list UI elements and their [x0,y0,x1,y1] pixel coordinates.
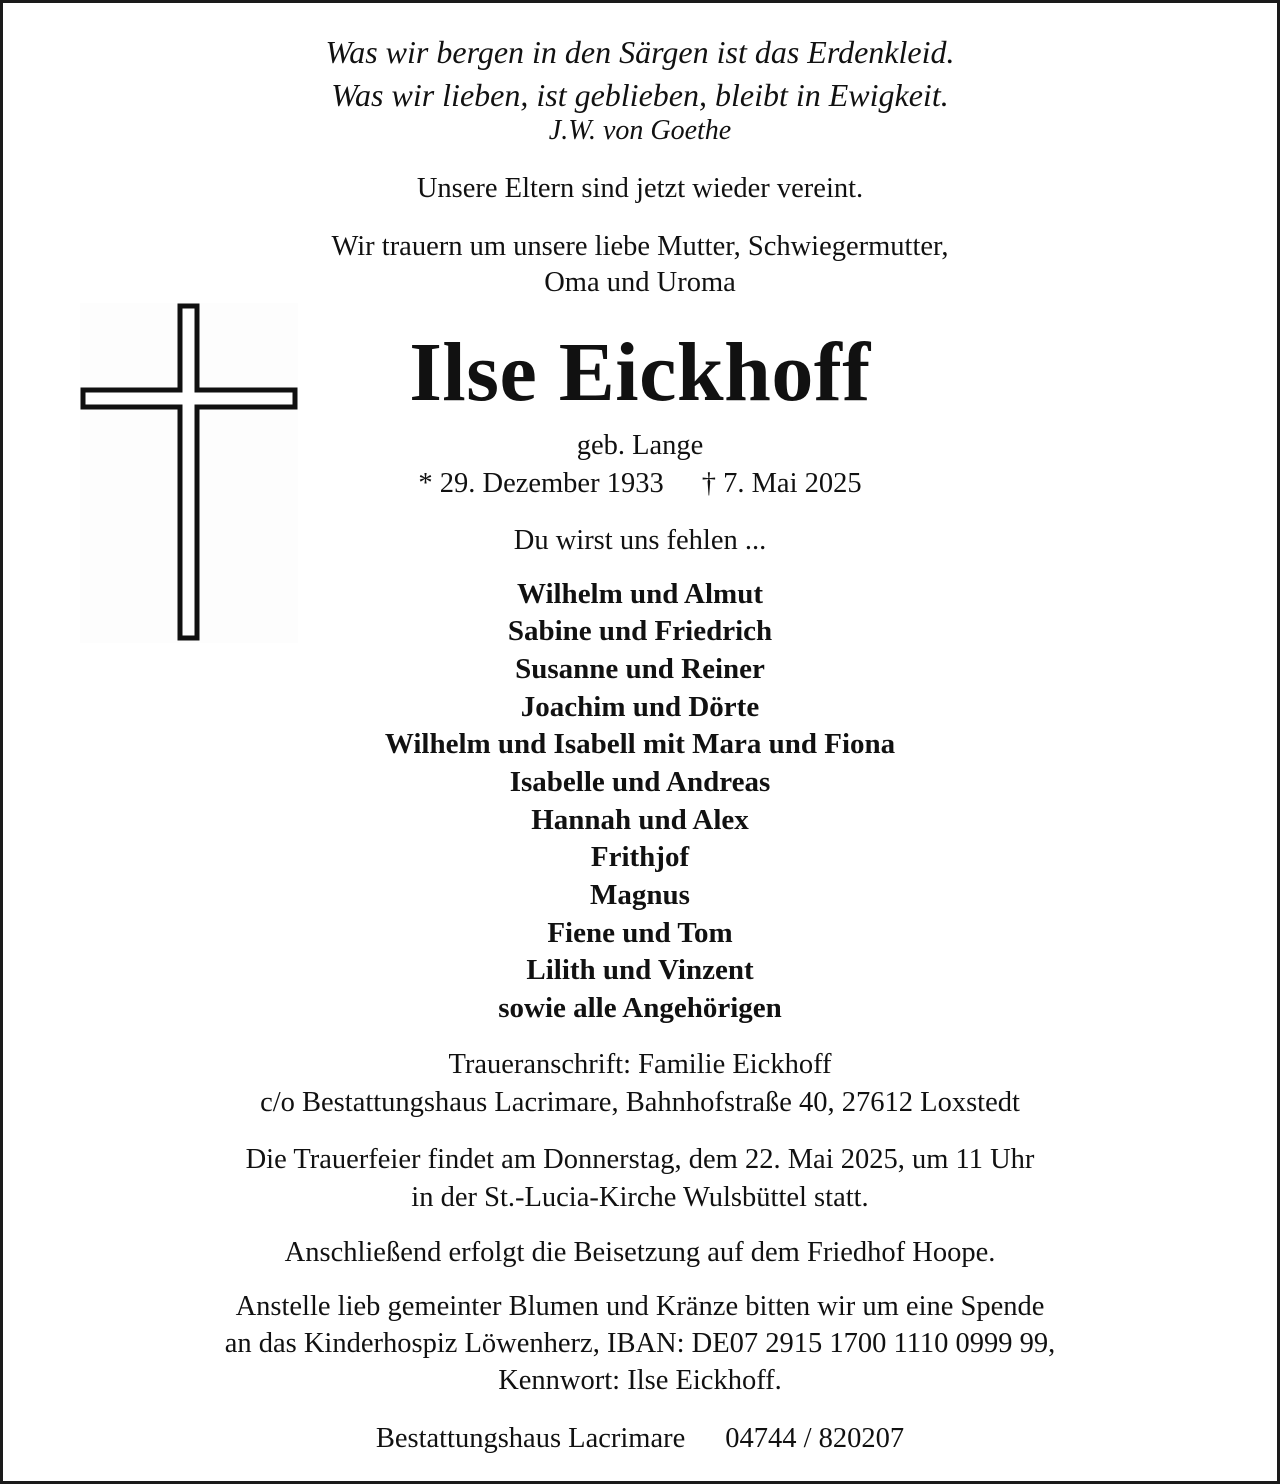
mourner-line: Magnus [590,879,690,911]
maiden-name: geb. Lange [576,430,704,461]
ceremony-line-2: in der St.-Lucia-Kirche Wulsbüttel statt. [411,1182,869,1213]
mourner-line: Frithjof [590,841,690,873]
mourn-intro-line-1: Wir trauern um unsere liebe Mutter, Schwiegermutter, [331,231,949,262]
burial-text: Anschließend erfolgt die Beisetzung auf dem Friedhof Hoope. [284,1237,996,1268]
funeral-home-name: Bestattungshaus Lacrimare [375,1423,686,1454]
mourner-line: sowie alle Angehörigen [498,992,782,1024]
mourner-line: Lilith und Vinzent [526,954,754,986]
donation-line-1: Anstelle lieb gemeinter Blumen und Kränze bitten wir um eine Spende [235,1291,1045,1322]
quote-author: J.W. von Goethe [548,115,732,146]
address-line-1: Traueranschrift: Familie Eickhoff [448,1049,832,1080]
quote-line-2: Was wir lieben, ist geblieben, bleibt in Ewigkeit. [331,77,949,113]
mourn-intro-line-2: Oma und Uroma [544,267,736,298]
address-line-2: c/o Bestattungshaus Lacrimare, Bahnhofstraße 40, 27612 Loxstedt [260,1087,1020,1118]
farewell-text: Du wirst uns fehlen ... [513,525,767,556]
death-date: † 7. Mai 2025 [701,468,862,499]
phone-number: 04744 / 820207 [725,1423,905,1454]
deceased-name: Ilse Eickhoff [409,326,871,419]
mourner-line: Hannah und Alex [531,804,749,836]
mourner-line: Susanne und Reiner [515,653,765,685]
footer [3,1425,1277,1454]
reunited-text: Unsere Eltern sind jetzt wieder vereint. [416,173,864,204]
mourner-line: Wilhelm und Isabell mit Mara und Fiona [384,728,896,760]
life-dates [3,470,1277,499]
mourner-line: Fiene und Tom [547,917,733,949]
donation-line-3: Kennwort: Ilse Eickhoff. [498,1365,782,1396]
ceremony-line-1: Die Trauerfeier findet am Donnerstag, dem 22. Mai 2025, um 11 Uhr [245,1144,1035,1175]
mourner-line: Sabine und Friedrich [507,615,773,647]
mourner-line: Isabelle und Andreas [509,766,771,798]
birth-date: * 29. Dezember 1933 [418,468,664,499]
donation-line-2: an das Kinderhospiz Löwenherz, IBAN: DE07 2915 1700 1110 0999 99, [224,1328,1056,1359]
quote-line-1: Was wir bergen in den Särgen ist das Erdenkleid. [325,34,955,70]
mourner-line: Joachim und Dörte [520,691,760,723]
mourner-line: Wilhelm und Almut [516,578,764,610]
